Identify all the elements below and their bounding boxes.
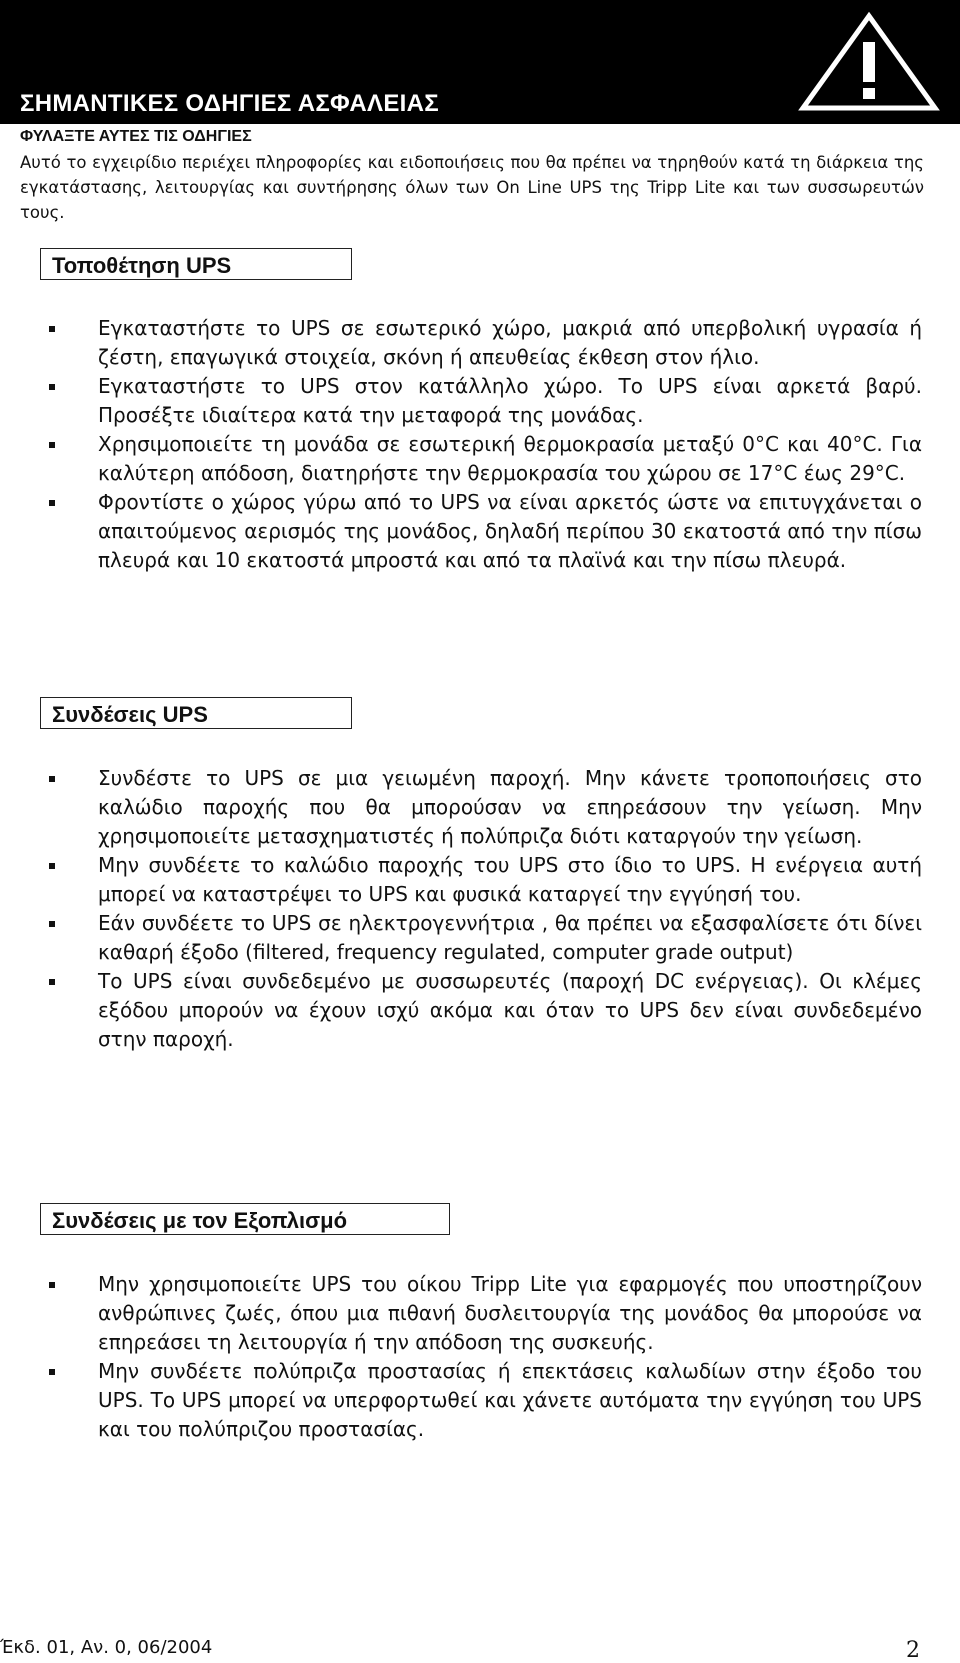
list-item: Εγκαταστήστε το UPS σε εσωτερικό χώρο, μακριά από υπερβολική υγρασία ή ζέστη, επαγωγικά στοιχεία, σκόνη ή απευθείας έκθεση στον ήλιο. <box>0 314 960 372</box>
page-title: ΣΗΜΑΝΤΙΚΕΣ ΟΔΗΓΙΕΣ ΑΣΦΑΛΕΙΑΣ <box>20 90 439 117</box>
edition-info: Έκδ. 01, Αν. 0, 06/2004 <box>0 1637 213 1658</box>
page-number: 2 <box>906 1638 920 1663</box>
bullet-icon <box>49 921 55 927</box>
list-item: Εάν συνδέετε το UPS σε ηλεκτρογεννήτρια , θα πρέπει να εξασφαλίσετε ότι δίνει καθαρή έξοδο (filtered, frequency regulated, computer grade output) <box>0 909 960 967</box>
bullet-icon <box>49 776 55 782</box>
list-item: Φροντίστε ο χώρος γύρω από το UPS να είναι αρκετός ώστε να επιτυγχάνεται ο απαιτούμενος αερισμός της μονάδος, δηλαδή περίπου 30 εκατοστά από την πίσω πλευρά και 10 εκατοστά μπροστά και από τα πλαϊνά και την πίσω πλευρά. <box>0 488 960 575</box>
list-item: Χρησιμοποιείτε τη μονάδα σε εσωτερική θερμοκρασία μεταξύ 0°C και 40°C. Για καλύτερη απόδοση, διατηρήστε την θερμοκρασία του χώρου σε 17°C έως 29°C. <box>0 430 960 488</box>
bullet-icon <box>49 1369 55 1375</box>
bullet-icon <box>49 863 55 869</box>
list-item: Μην συνδέετε πολύπριζα προστασίας ή επεκτάσεις καλωδίων στην έξοδο του UPS. Το UPS μπορεί να υπερφορτωθεί και χάνετε αυτόματα την εγγύηση του UPS και του πολύπριζου προστασίας. <box>0 1357 960 1444</box>
bullet-icon <box>49 979 55 985</box>
section-heading-placement: Τοποθέτηση UPS <box>40 248 352 280</box>
intro-paragraph: Αυτό το εγχειρίδιο περιέχει πληροφορίες και ειδοποιήσεις που θα πρέπει να τηρηθούν κατά τη διάρκεια της εγκατάστασης, λειτουργίας και συντήρησης όλων των On Line UPS της Tripp Lite και των συσσωρευτών τους. <box>20 153 924 222</box>
document-subtitle: ΦΥΛΑΞΤΕ ΑΥΤΕΣ ΤΙΣ ΟΔΗΓΙΕΣ <box>20 128 252 145</box>
bullet-icon <box>49 442 55 448</box>
list-item: Συνδέστε το UPS σε μια γειωμένη παροχή. Μην κάνετε τροποποιήσεις στο καλώδιο παροχής που θα μπορούσαν να επηρεάσουν την γείωση. Μην χρησιμοποιείτε μετασχηματιστές ή πολύπριζα διότι καταργούν την γείωση. <box>0 764 960 851</box>
equipment-list <box>0 1270 960 1444</box>
list-item: Εγκαταστήστε το UPS στον κατάλληλο χώρο. Το UPS είναι αρκετά βαρύ. Προσέξτε ιδιαίτερα κατά την μεταφορά της μονάδας. <box>0 372 960 430</box>
list-item: Το UPS είναι συνδεδεμένο με συσσωρευτές (παροχή DC ενέργειας). Οι κλέμες εξόδου μπορούν να έχουν ισχύ ακόμα και όταν το UPS δεν είναι συνδεδεμένο στην παροχή. <box>0 967 960 1054</box>
bullet-icon <box>49 326 55 332</box>
section-heading-connections: Συνδέσεις UPS <box>40 697 352 729</box>
list-item: Μην συνδέετε το καλώδιο παροχής του UPS στο ίδιο το UPS. Η ενέργεια αυτή μπορεί να καταστρέψει το UPS και φυσικά καταργεί την εγγύησή του. <box>0 851 960 909</box>
header-bar <box>0 0 960 124</box>
warning-triangle-icon <box>795 8 943 116</box>
list-item: Μην χρησιμοποιείτε UPS του οίκου Tripp Lite για εφαρμογές που υποστηρίζουν ανθρώπινες ζωές, όπου μια πιθανή δυσλειτουργία της μονάδος θα μπορούσε να επηρεάσει τη λειτουργία ή την απόδοση της συσκευής. <box>0 1270 960 1357</box>
bullet-icon <box>49 384 55 390</box>
bullet-icon <box>49 500 55 506</box>
connections-list <box>0 764 960 1054</box>
placement-list <box>0 314 960 575</box>
section-heading-equipment: Συνδέσεις με τον Εξοπλισμό <box>40 1203 450 1235</box>
bullet-icon <box>49 1282 55 1288</box>
